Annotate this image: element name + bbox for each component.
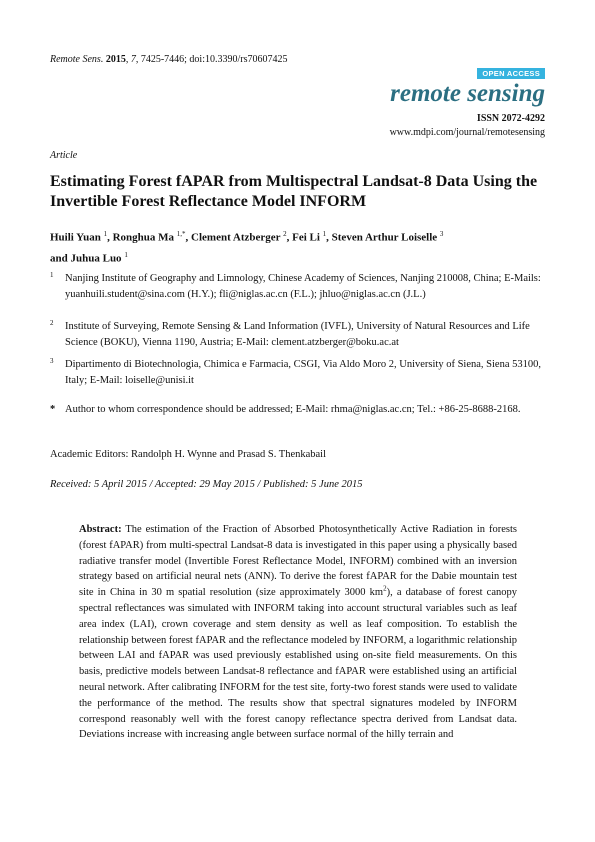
paper-title: Estimating Forest fAPAR from Multispectral Landsat-8 Data Using the Invertible Forest Reflectance Model INFORM — [50, 173, 538, 210]
citation-year: 2015 — [105, 54, 126, 65]
affiliation-3 — [50, 357, 550, 388]
abstract-text-part2: ), a database of forest canopy spectral reflectances was simulated with INFORM taking into account structural variables such as leaf area index (LAI), crown coverage and stem density as well as leaf composition. To establish the relationship between forest fAPAR and the reflectance modeled by INFORM, a logarithmic relationship between LAI and fAPAR was used previously established using on-site field measurements. On this basis, predictive models between Landsat-8 reflectance and fAPAR were established using an artificial neural network. After calibrating INFORM for the test site, forty-two forest stands were used to validate the performance of the method. The results show that spectral signatures modeled by INFORM correspond reasonably well with the forest canopy reflectance spectra derived from Landsat data. Deviations increase with increasing angle between surface normal of the hilly terrain and — [79, 587, 518, 741]
abstract-text-part1: The estimation of the Fraction of Absorbed Photosynthetically Active Radiation in forests (forest fAPAR) from multi-spectral Landsat-8 data is investigated in this paper using a physically based radiative transfer model (Invertible Forest Reflectance Model, INFORM) combined with an inversion strategy based on artificial neural nets (ANN). To derive the forest fAPAR for the Dabie mountain test site in China in 30 m spatial resolution (size approximately 3000 km — [79, 524, 517, 599]
abstract-superscript: 2 — [383, 584, 387, 593]
abstract-label: Abstract: — [79, 524, 122, 535]
affiliation-2 — [50, 319, 550, 350]
journal-url[interactable]: www.mdpi.com/journal/remotesensing — [389, 127, 545, 138]
affiliation-text: Dipartimento di Biotechnologia, Chimica e Farmacia, CSGI, Via Aldo Moro 2, University of Siena, Siena 53100, Italy; E-Mail: loiselle@unisi.it — [65, 359, 541, 386]
affiliation-text: Institute of Surveying, Remote Sensing & Land Information (IVFL), University of Natural Resources and Life Science (BOKU), Vienna 1190, Austria; E-Mail: clement.atzberger@boku.ac.at — [65, 321, 530, 348]
journal-abbrev: Remote Sens. — [50, 54, 104, 65]
journal-title: remote sensing — [390, 80, 545, 107]
author-affil-sup: 3 — [439, 230, 444, 238]
correspondence-star: * — [50, 404, 56, 415]
issn: ISSN 2072-4292 — [476, 113, 545, 124]
citation-volume: 7 — [130, 54, 136, 65]
publication-dates: Received: 5 April 2015 / Accepted: 29 May 2015 / Published: 5 June 2015 — [50, 479, 363, 490]
author: Fei Li — [292, 231, 320, 244]
author-affil-sup: 1 — [103, 230, 108, 238]
citation-line: Remote Sens. 2015, 7, 7425-7446; doi:10.3390/rs70607425 — [50, 54, 288, 65]
author: Steven Arthur Loiselle — [331, 231, 438, 244]
author-affil-sup: 1,* — [176, 230, 186, 238]
author: Ronghua Ma — [112, 231, 175, 244]
academic-editors: Academic Editors: Randolph H. Wynne and Prasad S. Thenkabail — [50, 449, 327, 460]
author-affil-sup: 1 — [322, 230, 327, 238]
author: Huili Yuan — [50, 231, 101, 244]
author-list: Huili Yuan $^1$, Ronghua Ma $^{1,*}$, Clement Atzberger $^2$, Fei Li $^1$, Steven Arthur Loiselle $^3$ and Juhua Luo $^1$ — [50, 230, 444, 265]
abstract — [79, 522, 517, 743]
author: Clement Atzberger — [191, 231, 281, 244]
article-type: Article — [50, 150, 78, 161]
affiliation-number: 1 — [50, 271, 54, 279]
open-access-badge: OPEN ACCESS — [477, 68, 545, 79]
affiliation-text: Nanjing Institute of Geography and Limnology, Chinese Academy of Sciences, Nanjing 210008, China; E-Mails: yuanhuili.student@sina.com (H.Y.); fli@niglas.ac.cn (F.L.); jhluo@niglas.ac.cn (J.L.) — [65, 273, 541, 300]
affiliation-number: 2 — [50, 319, 54, 327]
citation-pages-doi: , 7425-7446; doi:10.3390/rs70607425 — [135, 54, 288, 65]
correspondence-note — [50, 402, 550, 418]
correspondence-text: Author to whom correspondence should be addressed; E-Mail: rhma@niglas.ac.cn; Tel.: +86-25-8688-2168. — [65, 404, 521, 415]
affiliation-1 — [50, 271, 550, 302]
author-affil-sup: 1 — [124, 250, 128, 259]
affiliation-number: 3 — [50, 357, 54, 365]
author-affil-sup: 2 — [283, 230, 287, 238]
author: Juhua Luo — [70, 252, 122, 265]
